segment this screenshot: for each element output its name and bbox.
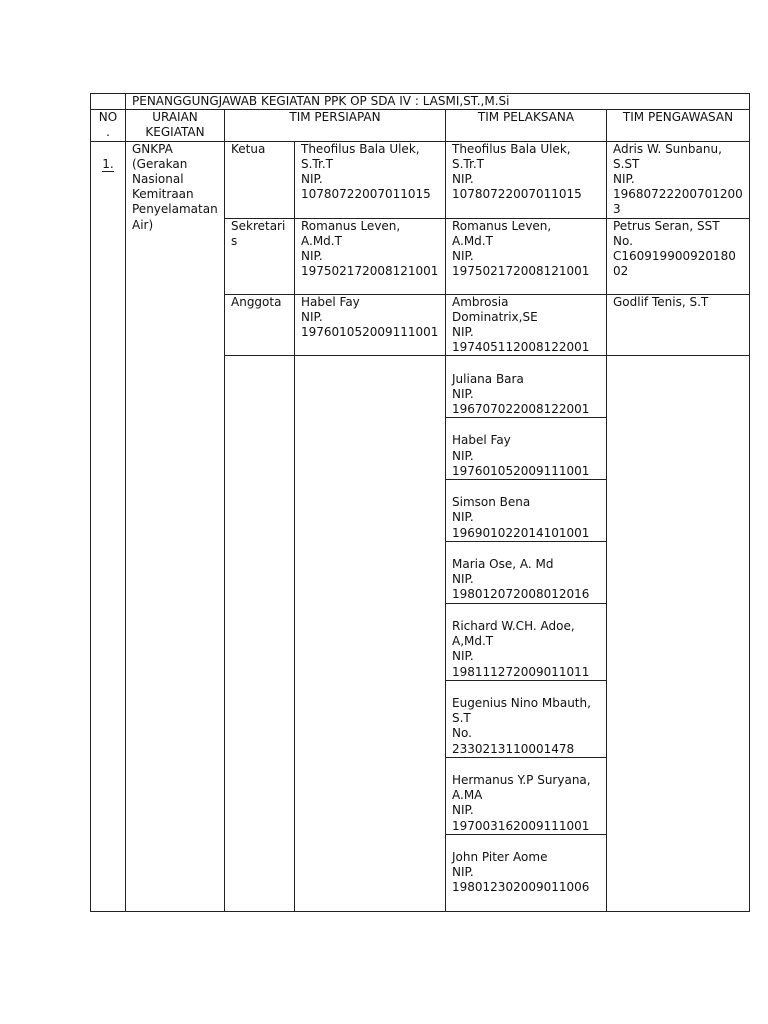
pelaksana-anggota-list [446,356,607,911]
pelaksana-anggota-item: Maria Ose, A. Md NIP. 198012072008012016 [446,557,606,604]
pelaksana-sekretaris: Romanus Leven, A.Md.T NIP. 197502172008121001 [446,218,607,294]
role-sekretaris: Sekretaris [225,218,295,294]
role-anggota: Anggota [225,294,295,356]
responsibility-table [90,93,750,912]
pelaksana-anggota-item: Eugenius Nino Mbauth, S.T No. 2330213110001478 [446,696,606,758]
pengawasan-empty-cell [607,356,750,911]
persiapan-ketua: Theofilus Bala Ulek, S.Tr.T NIP. 10780722007011015 [295,141,446,218]
header-tim-pelaksana: TIM PELAKSANA [446,110,607,141]
pelaksana-anggota-item: Juliana Bara NIP. 196707022008122001 [446,372,606,419]
header-tim-persiapan: TIM PERSIAPAN [225,110,446,141]
pengawasan-sekretaris: Petrus Seran, SST No. C16091990092018002 [607,218,750,294]
table-title: PENANGGUNGJAWAB KEGIATAN PPK OP SDA IV : LASMI,ST.,M.Si [126,94,750,110]
uraian-kegiatan: GNKPA (Gerakan Nasional Kemitraan Penyelamatan Air) [126,141,225,911]
row-number-cell [91,141,126,911]
header-uraian: URAIAN KEGIATAN [126,110,225,141]
role-ketua: Ketua [225,141,295,218]
persiapan-empty-cell [295,356,446,911]
pelaksana-anggota-item: John Piter Aome NIP. 198012302009011006 [452,849,590,895]
role-empty-cell [225,356,295,911]
table-spacer-cell [91,94,126,110]
persiapan-sekretaris: Romanus Leven, A.Md.T NIP. 197502172008121001 [295,218,446,294]
header-tim-pengawasan: TIM PENGAWASAN [607,110,750,141]
pengawasan-ketua: Adris W. Sunbanu, S.ST NIP. 196807222007012003 [607,141,750,218]
pelaksana-anggota-item: Richard W.CH. Adoe, A,Md.T NIP. 198111272009011011 [446,619,606,681]
pelaksana-anggota-first: Ambrosia Dominatrix,SE NIP. 197405112008122001 [446,294,607,356]
pelaksana-anggota-item: Hermanus Y.P Suryana, A.MA NIP. 197003162009111001 [446,773,606,835]
header-no: NO . [91,110,126,141]
row-number: 1. [102,156,114,171]
pelaksana-anggota-item: Simson Bena NIP. 196901022014101001 [446,495,606,542]
pelaksana-ketua: Theofilus Bala Ulek, S.Tr.T NIP. 10780722007011015 [446,141,607,218]
pengawasan-anggota: Godlif Tenis, S.T [607,294,750,356]
pelaksana-anggota-item: Habel Fay NIP. 197601052009111001 [446,433,606,480]
persiapan-anggota: Habel Fay NIP. 197601052009111001 [295,294,446,356]
